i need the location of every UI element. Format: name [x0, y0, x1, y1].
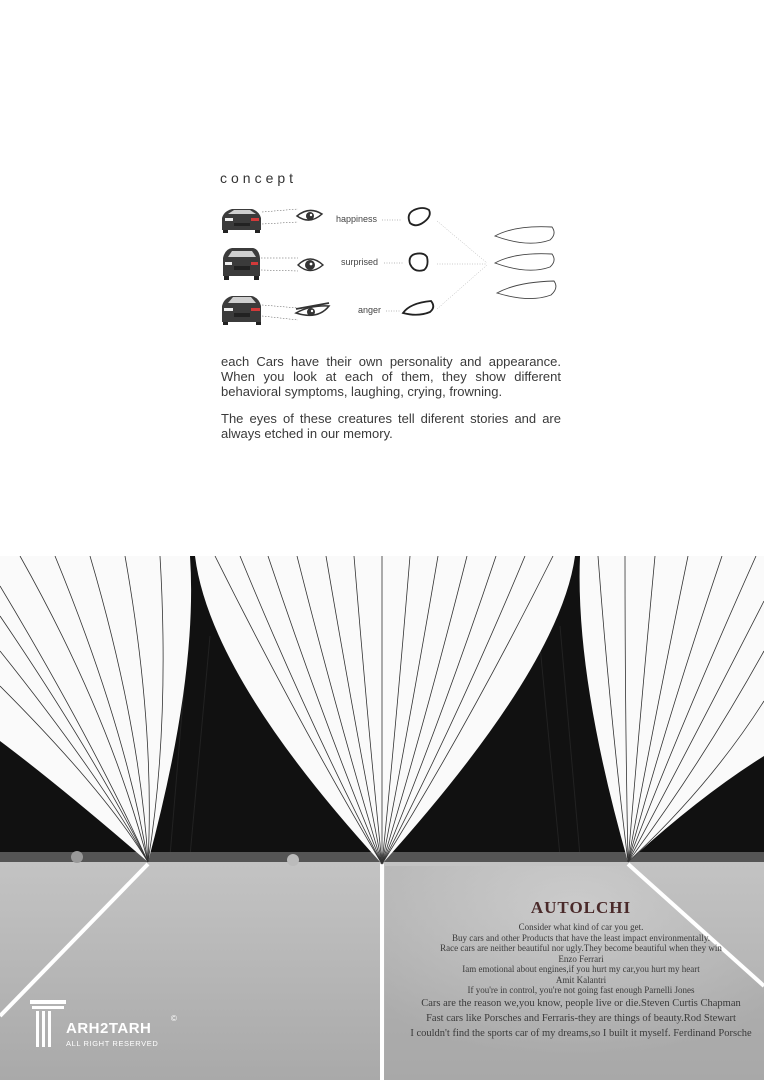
quote-plaque [398, 898, 764, 1041]
plaque-line: Iam emotional about engines,if you hurt my car,you hurt my heart [462, 964, 700, 974]
sedan-front-icon [222, 296, 261, 325]
plaque-title: AUTOLCHI [530, 898, 632, 917]
plaque-line: I couldn't find the sports car of my dreams,so I built it myself. Ferdinand Porsche [410, 1027, 752, 1039]
anger-shape-icon [403, 301, 433, 315]
happy-eye-icon [297, 210, 322, 220]
plaque-line: Buy cars and other Products that have the least impact environmentally. [451, 932, 711, 943]
lens-shape-icon [497, 281, 556, 299]
sport-car-front-icon [222, 209, 261, 233]
lens-shape-icon [495, 227, 554, 244]
surprised-eye-icon [298, 259, 323, 271]
emotion-label-surprised: surprised [341, 257, 379, 267]
copyright-symbol: © [171, 1014, 177, 1023]
brand-subtitle: ALL RIGHT RESERVED [66, 1039, 159, 1048]
concept-paragraph-1: each Cars have their own personality and appearance. When you look at each of them, they show different behavioral symptoms, laughing, crying, frowning. [221, 354, 561, 399]
brand-name: ARH2TARH [66, 1020, 152, 1037]
plaque-line: Cars are the reason we,you know, people live or die.Steven Curtis Chapman [421, 997, 741, 1009]
emotion-label-happiness: happiness [336, 214, 378, 224]
happy-shape-icon [409, 208, 430, 225]
emotion-diagram [0, 0, 764, 340]
surprised-shape-icon [410, 253, 428, 270]
angry-eye-icon [296, 303, 329, 316]
plaque-line: Amit Kalantri [555, 974, 607, 985]
plaque-line: Race cars are neither beautiful nor ugly.They become beautiful when they win [440, 943, 722, 953]
column-t-logo-icon [30, 1000, 66, 1048]
plaque-line: Consider what kind of car you get. [518, 922, 644, 932]
lens-shape-icon [495, 254, 554, 271]
emotion-label-anger: anger [358, 305, 382, 315]
plaque-line: Fast cars like Porsches and Ferraris-they are things of beauty.Rod Stewart [426, 1012, 736, 1024]
concept-title: concept [220, 170, 298, 186]
suv-front-icon [223, 248, 260, 280]
plaque-line: Enzo Ferrari [558, 953, 604, 964]
concept-paragraph-2: The eyes of these creatures tell diferent stories and are always etched in our memory. [221, 411, 561, 441]
plaque-line: If you're in control, you're not going fast enough Parnelli Jones [467, 985, 695, 995]
